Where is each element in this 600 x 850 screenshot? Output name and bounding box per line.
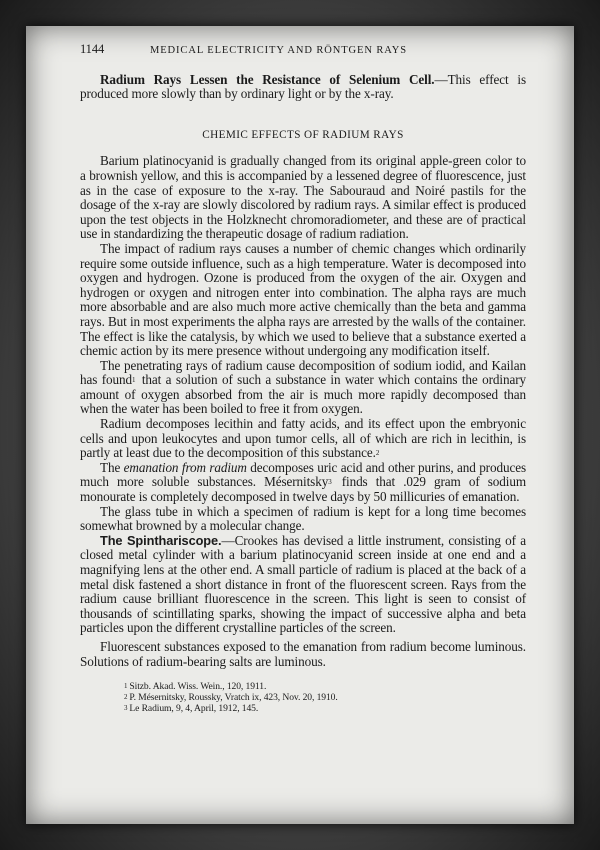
footnote-3	[124, 703, 526, 714]
footnote-mark: 3	[124, 704, 128, 713]
footnote-ref-1: 1	[131, 376, 136, 385]
spinthariscope-runin-heading: The Spinthariscope.	[100, 532, 222, 548]
paragraph-impact: The impact of radium rays causes a number of chemic changes which ordinarily require some outside influence, such as a high temperature. Water is decomposed into oxygen and hydrogen. Ozone is produced from the oxygen of the air. Oxygen and hydrogen or oxygen and nitrogen enter into combination. The alpha rays are much more absorbable and are also much more active chemically than the beta and gamma rays. But in most experiments the alpha rays are arrested by the walls of the container. The effect is like the catalysis, by which we used to believe that a substance exerted a chemic action by its mere presence without undergoing any modification itself.	[80, 240, 526, 359]
footnote-ref-3: 3	[328, 478, 332, 487]
section-heading: CHEMIC EFFECTS OF RADIUM RAYS	[202, 128, 404, 141]
paragraph-emanation	[80, 461, 526, 505]
page-content	[80, 42, 526, 714]
footnote-text: Le Radium, 9, 4, April, 1912, 145.	[129, 703, 259, 715]
paragraph-lecithin	[80, 417, 526, 461]
p3-text-b: that a solution of such a substance in water which contains the ordinary amount of oxygen absorbed from the air is much more rapidly decomposed than when the water has been boiled to free it from oxygen.	[80, 372, 526, 417]
paragraph-spinthariscope	[80, 534, 526, 636]
selenium-paragraph	[80, 73, 526, 102]
p5-emphasis: emanation from radium	[123, 459, 247, 475]
spinthariscope-text: —Crookes has devised a little instrument, consisting of a closed metal cylinder with a barium platinocyanid screen inside at one end and a magnifying lens at the other end. A small particle of radium is placed at the back of a metal disk fastened a short distance in front of the fluorescent screen. Rays from the radium cause brilliant fluorescence in the screen. This light is seen to consist of thousands of scintillating sparks, showing the impact of successive alpha and beta particles upon the different crystalline particles of the screen.	[80, 532, 526, 636]
paragraph-fluorescent: Fluorescent substances exposed to the emanation from radium become luminous. Solutions of radium-bearing salts are luminous.	[80, 638, 526, 669]
running-title: MEDICAL ELECTRICITY AND RÖNTGEN RAYS	[150, 45, 407, 56]
paragraph-glass-tube: The glass tube in which a specimen of radium is kept for a long time becomes somewhat browned by a molecular change.	[80, 503, 526, 534]
p5-text-b: finds that .029 gram of sodium monourate is completely decomposed in twelve days by 50 millicuries of emanation.	[80, 474, 526, 505]
p5-text-a: decomposes uric acid and other purins, and produces much more soluble substances. Mésernitsky	[80, 459, 526, 490]
footnote-2	[124, 692, 526, 703]
selenium-text: —This effect is produced more slowly than by ordinary light or by the x-ray.	[80, 71, 526, 102]
footnote-mark: 1	[124, 682, 128, 691]
footnote-text: Sitzb. Akad. Wiss. Wein., 120, 1911.	[129, 681, 267, 693]
footnote-mark: 2	[124, 693, 128, 702]
p3-text-a: The penetrating rays of radium cause decomposition of sodium iodid, and Kailan has found	[80, 357, 526, 388]
book-page	[26, 26, 574, 824]
footnotes	[80, 681, 526, 714]
selenium-runin-heading: Radium Rays Lessen the Resistance of Selenium Cell.	[100, 71, 435, 87]
paragraph-sodium-iodid	[80, 359, 526, 417]
p4-text: Radium decomposes lecithin and fatty acids, and its effect upon the embryonic cells and upon leukocytes and upon tumor cells, all of which are rich in lecithin, is partly at least due to the decomposition of this substance.	[80, 416, 526, 461]
p5-pre: The	[100, 459, 124, 475]
footnote-text: P. Mésernitsky, Roussky, Vratch ix, 423, Nov. 20, 1910.	[129, 692, 338, 704]
footnote-1	[124, 681, 526, 692]
running-header	[80, 42, 526, 59]
paragraph-barium: Barium platinocyanid is gradually changed from its original apple-green color to a brownish yellow, and this is accompanied by a lessened degree of fluorescence, just as in the case of exposure to the x-ray. The Sabouraud and Noiré pastils for the dosage of the x-ray are slowly discolored by radium rays. A similar effect is produced upon the test objects in the Holzknecht chromoradiometer, and these are of practical use in standardizing the therapeutic dosage of radium radiation.	[80, 153, 526, 242]
page-number: 1144	[80, 42, 105, 56]
footnote-ref-2: 2	[375, 449, 380, 458]
